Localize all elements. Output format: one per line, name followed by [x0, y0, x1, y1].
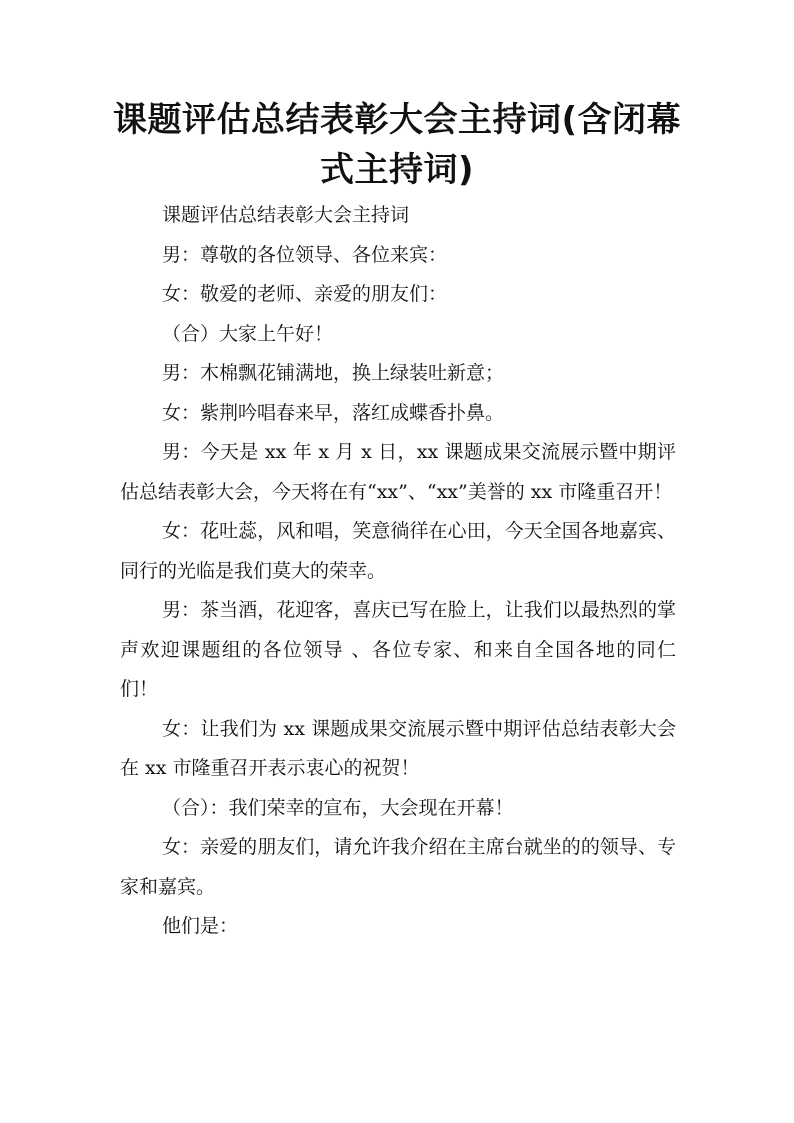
paragraph: 女：敬爱的老师、亲爱的朋友们： [162, 283, 448, 305]
paragraph: 他们是： [162, 915, 239, 937]
document-body [120, 196, 676, 947]
paragraph: （合）：我们荣幸的宣布，大会现在开幕！ [162, 796, 514, 819]
paragraph-subtitle: 课题评估总结表彰大会主持词 [162, 204, 410, 226]
paragraph: 女：让我们为 xx 课题成果交流展示暨中期评估总结表彰大会在 xx 市隆重召开表示衷心的祝贺！ [120, 717, 676, 779]
document-title: 课题评估总结表彰大会主持词(含闭幕式主持词) [112, 100, 682, 190]
paragraph: 女：紫荆吟唱春来早，落红成蝶香扑鼻。 [162, 401, 505, 424]
paragraph: 男：木棉飘花铺满地，换上绿装吐新意； [162, 362, 505, 384]
paragraph: 女：亲爱的朋友们，请允许我介绍在主席台就坐的的领导、专家和嘉宾。 [120, 836, 676, 898]
paragraph: 女：花吐蕊，风和唱，笑意徜徉在心田，今天全国各地嘉宾、同行的光临是我们莫大的荣幸。 [120, 520, 676, 582]
paragraph: 男：尊敬的各位领导、各位来宾： [162, 243, 448, 266]
paragraph: （合）大家上午好！ [162, 322, 334, 345]
paragraph: 男：今天是 xx 年 x 月 x 日，xx 课题成果交流展示暨中期评估总结表彰大会，今天将在有“xx”、“xx”美誉的 xx 市隆重召开！ [120, 441, 676, 503]
paragraph: 男：茶当酒，花迎客，喜庆已写在脸上，让我们以最热烈的掌声欢迎课题组的各位领导 、各位专家、和来自全国各地的同仁们！ [120, 599, 676, 700]
